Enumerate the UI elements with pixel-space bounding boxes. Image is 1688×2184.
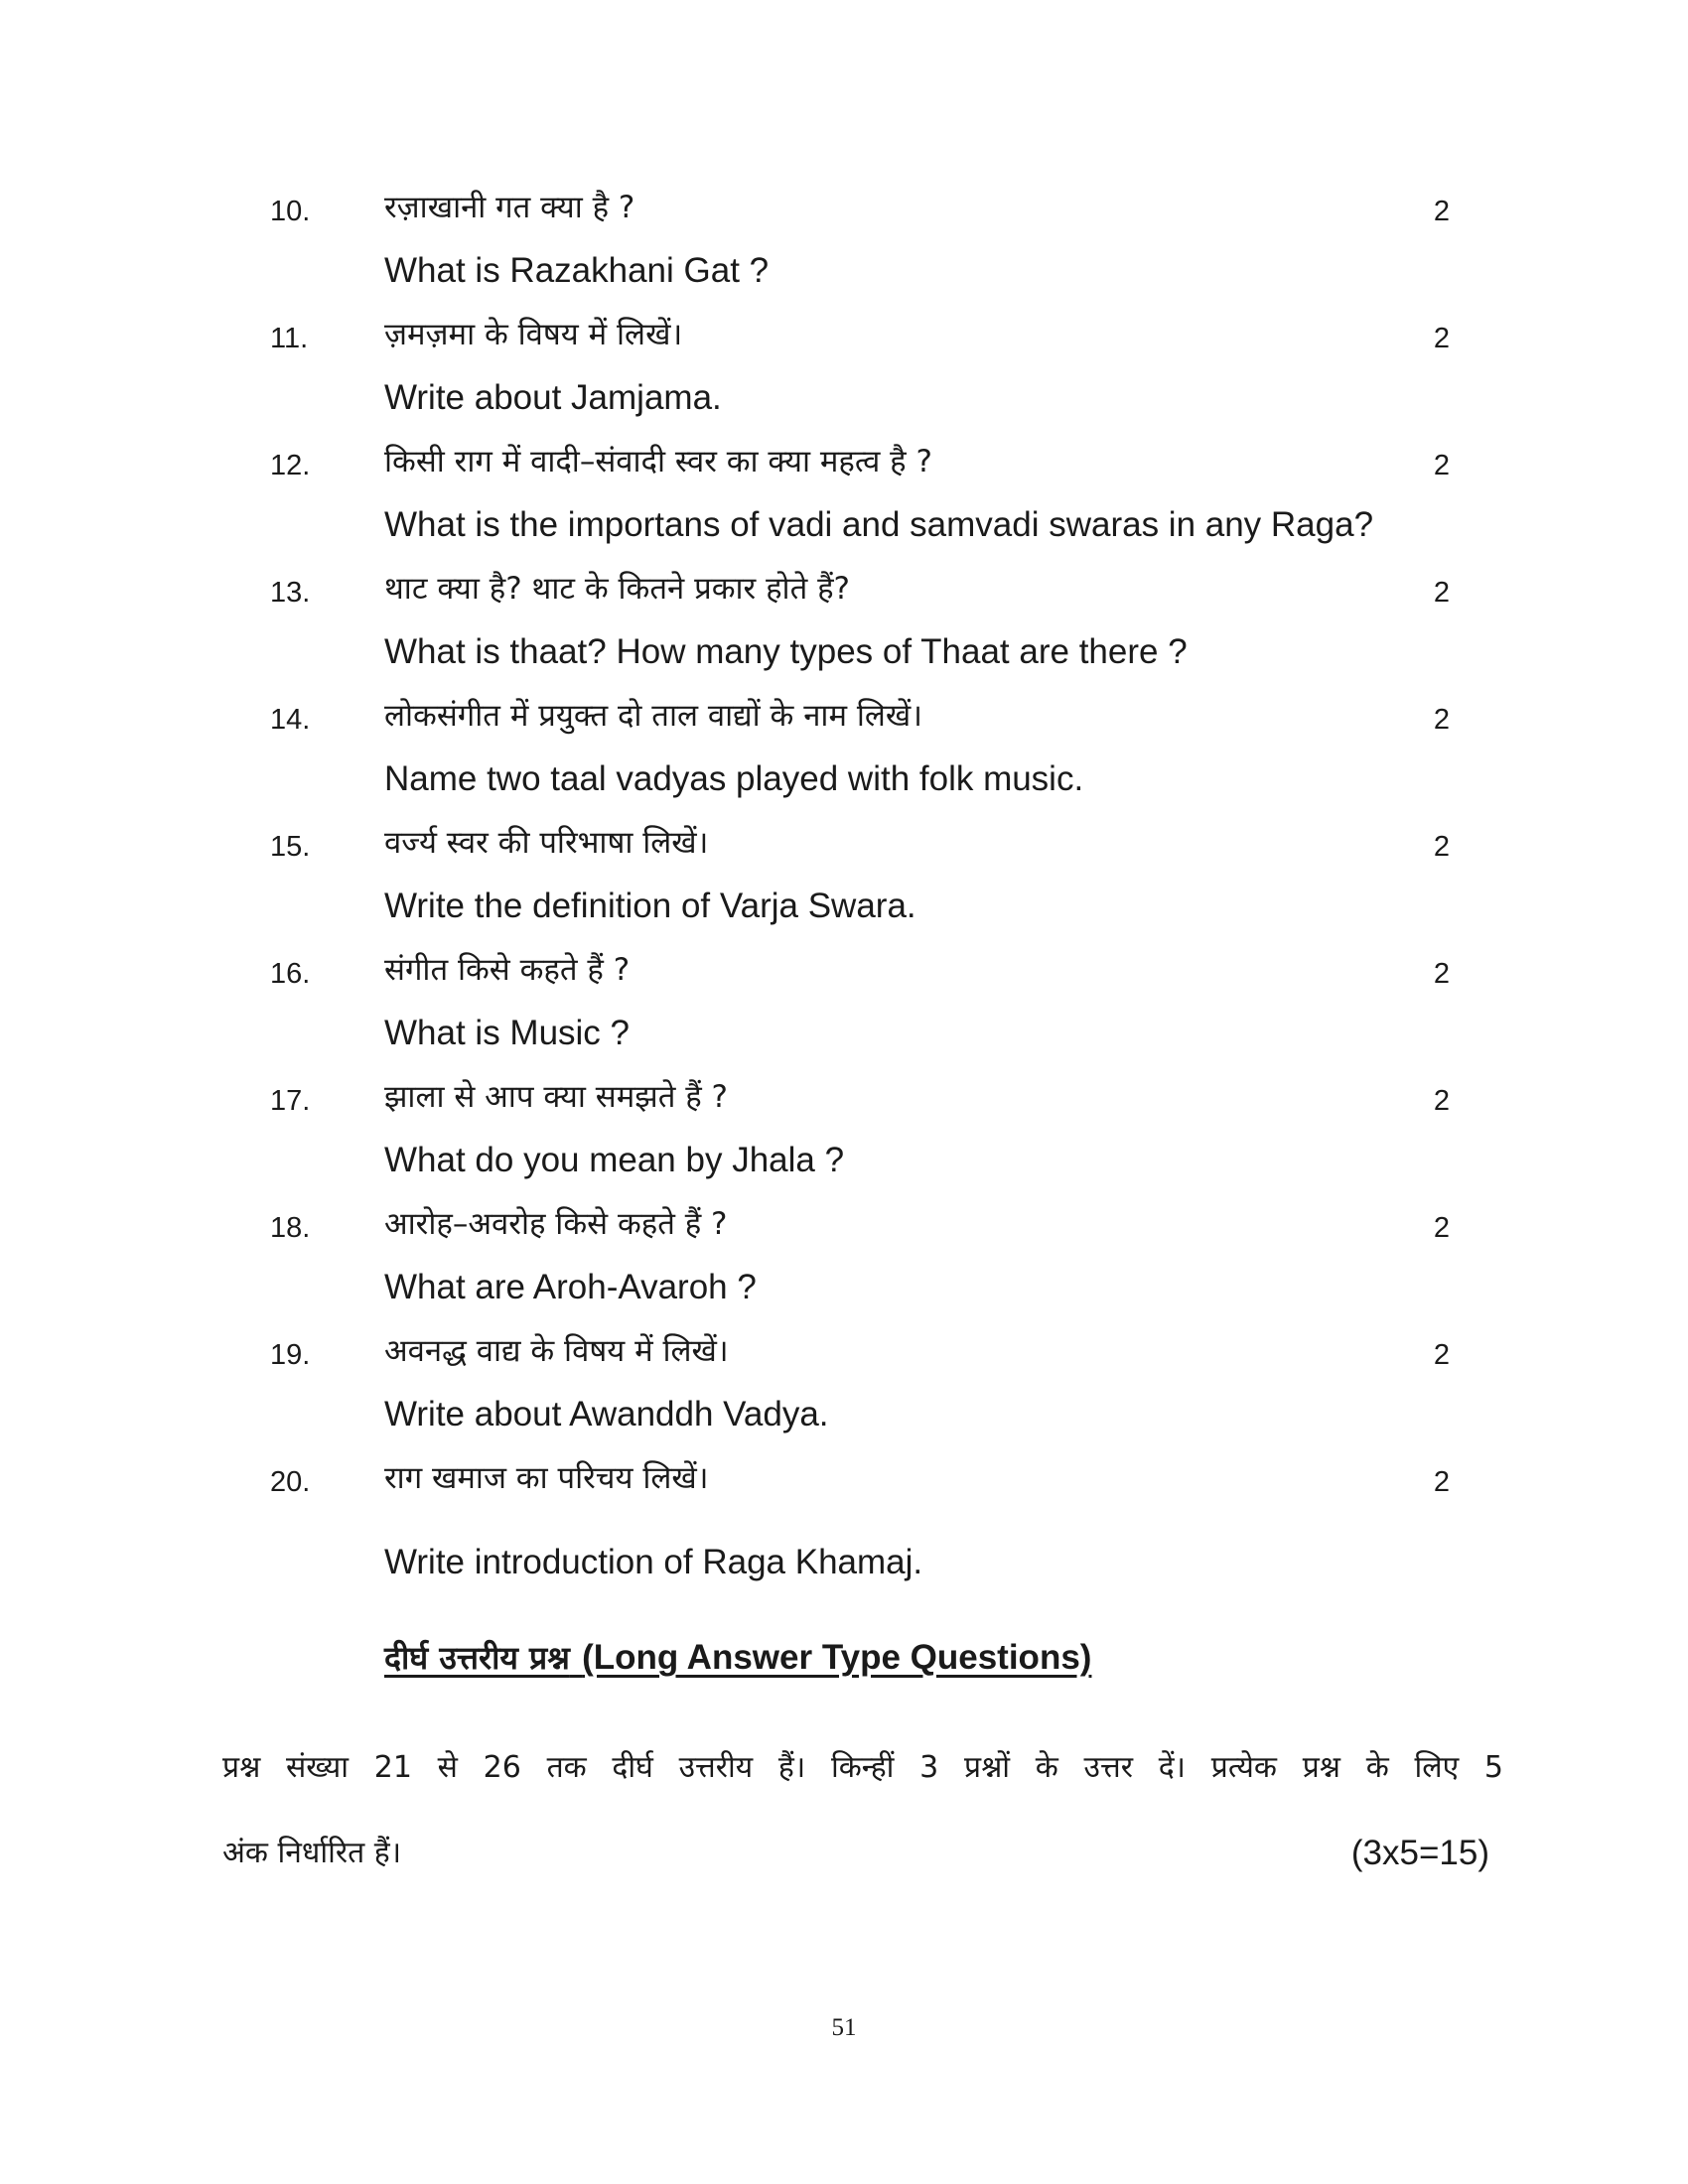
question-number: 12. [270,450,311,481]
question-marks: 2 [1433,577,1451,609]
question-text-hindi: झाला से आप क्या समझते हैं ? [384,1079,728,1115]
question-text-english: What is Music ? [384,1014,630,1052]
question-text-hindi: वर्ज्य स्वर की परिभाषा लिखें। [384,825,709,861]
question-text-hindi: आरोह–अवरोह किसे कहते हैं ? [384,1206,728,1242]
section-heading-english: (Long Answer Type Questions) [582,1638,1092,1677]
question-text-hindi: अवनद्ध वाद्य के विषय में लिखें। [384,1333,729,1369]
question-text-english: What is thaat? How many types of Thaat are there ? [384,632,1188,671]
section-total-marks: (3x5=15) [1350,1834,1489,1872]
section-instruction: प्रश्न संख्या 21 से 26 तक दीर्घ उत्तरीय हैं। किन्हीं 3 प्रश्नों के उत्तर दें। प्रत्येक प्रश्न के लिए 5 [222,1750,1503,1785]
question-number: 11. [270,323,309,354]
question-text-hindi: थाट क्या है? थाट के कितने प्रकार होते हैं? [384,571,851,607]
question-number: 14. [270,704,311,736]
question-text-english: Write about Awanddh Vadya. [384,1395,829,1433]
question-number: 13. [270,577,311,609]
question-text-hindi: राग खमाज का परिचय लिखें। [384,1460,709,1496]
question-16 [0,946,1688,1074]
question-text-english: What is the importans of vadi and samvadi swaras in any Raga? [384,505,1374,544]
question-text-hindi: लोकसंगीत में प्रयुक्त दो ताल वाद्यों के नाम लिखें। [384,698,923,734]
question-marks: 2 [1433,704,1451,736]
question-marks: 2 [1433,958,1451,990]
question-20 [0,1454,1688,1582]
question-number: 20. [270,1466,311,1498]
question-12 [0,438,1688,566]
question-marks: 2 [1433,450,1451,481]
question-marks: 2 [1433,831,1451,863]
question-text-english: What is Razakhani Gat ? [384,251,770,290]
question-text-hindi: किसी राग में वादी–संवादी स्वर का क्या महत्व है ? [384,444,932,479]
question-text-english: Write introduction of Raga Khamaj. [384,1543,923,1581]
question-marks: 2 [1433,323,1451,354]
question-marks: 2 [1433,1339,1451,1371]
question-number: 16. [270,958,311,990]
question-number: 10. [270,196,311,227]
question-text-english: What do you mean by Jhala ? [384,1141,845,1179]
question-text-english: Name two taal vadyas played with folk music. [384,759,1084,798]
question-number: 19. [270,1339,311,1371]
question-14 [0,692,1688,820]
question-13 [0,565,1688,693]
question-number: 18. [270,1212,311,1244]
question-text-hindi: संगीत किसे कहते हैं ? [384,952,631,988]
question-text-hindi: ज़मज़मा के विषय में लिखें। [384,317,683,352]
question-text-english: Write about Jamjama. [384,378,722,417]
question-marks: 2 [1433,1466,1451,1498]
question-18 [0,1200,1688,1328]
question-10 [0,184,1688,312]
question-19 [0,1327,1688,1455]
section-instruction-continued: अंक निर्धारित हैं। [222,1836,402,1870]
question-marks: 2 [1433,1085,1451,1117]
section-heading [384,1633,1091,1683]
question-marks: 2 [1433,196,1451,227]
question-text-hindi: रज़ाखानी गत क्या है ? [384,190,635,225]
question-text-english: What are Aroh-Avaroh ? [384,1268,757,1306]
question-number: 15. [270,831,311,863]
question-11 [0,311,1688,439]
question-marks: 2 [1433,1212,1451,1244]
question-17 [0,1073,1688,1201]
question-text-english: Write the definition of Varja Swara. [384,887,916,925]
page-number: 51 [831,2014,857,2041]
question-15 [0,819,1688,947]
section-heading-hindi: दीर्घ उत्तरीय प्रश्न [384,1639,570,1677]
question-number: 17. [270,1085,311,1117]
